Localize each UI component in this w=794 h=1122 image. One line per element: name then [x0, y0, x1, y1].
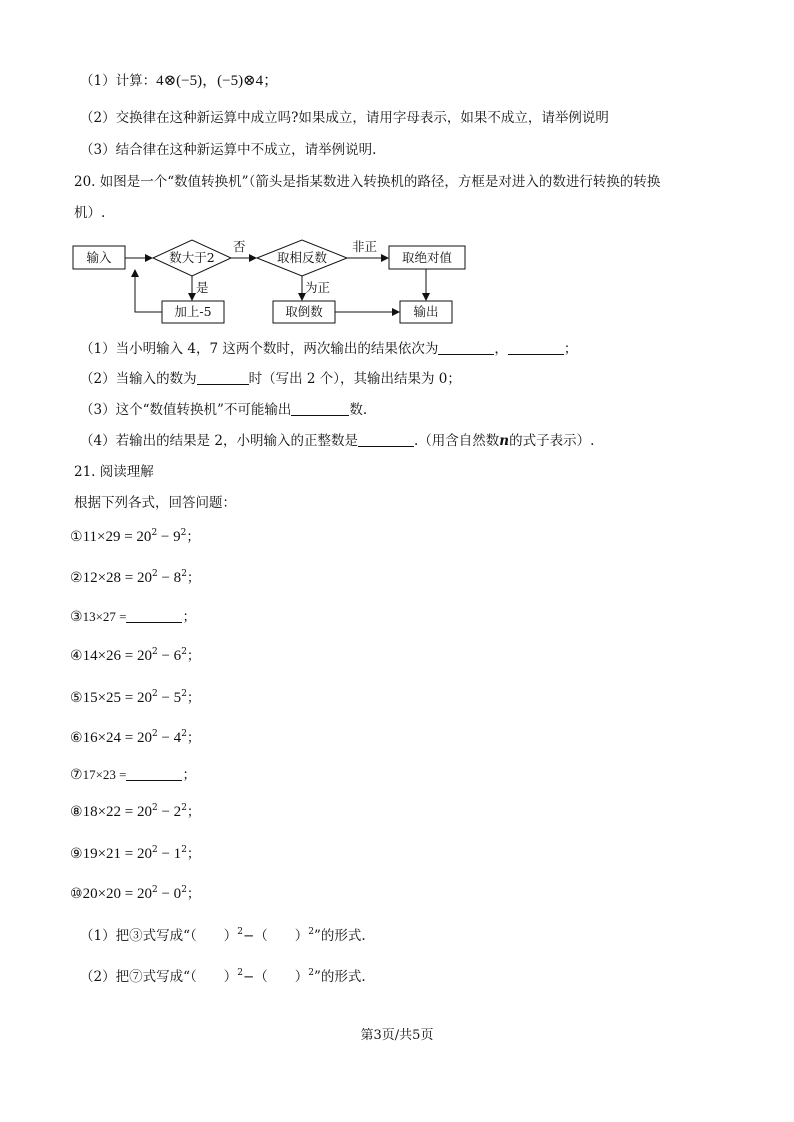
- answer-blank[interactable]: [126, 766, 182, 781]
- answer-blank[interactable]: [197, 370, 249, 385]
- answer-blank[interactable]: [358, 432, 414, 447]
- answer-blank[interactable]: [126, 608, 182, 623]
- equation-1: ①11×29 = $20^2 - 9^2$；: [70, 528, 200, 545]
- q21-part2: （2）把⑦式写成“（ ）$^2$−（ ）$^2$”的形式.: [80, 968, 366, 985]
- answer-blank[interactable]: [438, 340, 494, 355]
- arrow-add-loop-back: [135, 270, 162, 312]
- equation-8: ⑧18×22 = $20^2 - 2^2$；: [70, 803, 201, 820]
- flow-input-label: 输入: [86, 250, 112, 265]
- q20-part2: （2）当输入的数为 时（写出 2 个），其输出结果为 0；: [80, 371, 461, 387]
- equation-3: ③13×27 = ；: [70, 609, 196, 625]
- value-converter-flowchart: [0, 0, 794, 330]
- flow-reciprocal-label: 取倒数: [285, 304, 323, 319]
- q20-part3: （3）这个“数值转换机”不可能输出 数.: [80, 402, 368, 418]
- flow-output-label: 输出: [413, 304, 439, 319]
- flow-abs-label: 取绝对值: [401, 250, 453, 265]
- flow-not-positive-label: 非正: [352, 239, 378, 254]
- answer-blank[interactable]: [508, 340, 564, 355]
- flow-opposite-label: 取相反数: [276, 250, 328, 265]
- q21-title: 21. 阅读理解: [74, 464, 154, 480]
- flow-decision-label: 数大于2: [169, 250, 215, 265]
- q20-intro-line1: 20. 如图是一个“数值转换机”（箭头是指某数进入转换机的路径，方框是对进入的数进行转换的转换: [74, 174, 661, 190]
- equation-10: ⑩20×20 = $20^2 - 0^2$；: [70, 885, 201, 902]
- equation-5: ⑤15×25 = $20^2 - 5^2$；: [70, 689, 201, 706]
- flow-add-label: 加上-5: [174, 304, 212, 319]
- answer-blank[interactable]: [291, 401, 349, 416]
- equation-2: ②12×28 = $20^2 - 8^2$；: [70, 569, 201, 586]
- q20-intro-line2: 机）.: [74, 205, 106, 221]
- q19-part1: （1）计算：4⊗(−5)，(−5)⊗4；: [80, 73, 279, 89]
- flow-yes-label: 是: [196, 280, 209, 295]
- q20-part4: （4）若输出的结果是 2，小明输入的正整数是 .（用含自然数n的式子表示）.: [80, 433, 595, 449]
- q19-part1-expression: 4⊗(−5)，(−5)⊗4；: [156, 73, 279, 89]
- page-footer: 第3页/共5页: [360, 1028, 434, 1043]
- q21-lead: 根据下列各式，回答问题：: [74, 495, 236, 511]
- equation-7: ⑦17×23 = ；: [70, 767, 196, 783]
- flow-positive-label: 为正: [305, 280, 331, 295]
- equation-9: ⑨19×21 = $20^2 - 1^2$；: [70, 845, 201, 862]
- equation-6: ⑥16×24 = $20^2 - 4^2$；: [70, 729, 201, 746]
- q20-part1: （1）当小明输入 4，7 这两个数时，两次输出的结果依次为 ， ；: [80, 341, 578, 357]
- q21-part1: （1）把③式写成“（ ）$^2$−（ ）$^2$”的形式.: [80, 927, 366, 944]
- equation-4: ④14×26 = $20^2 - 6^2$；: [70, 647, 201, 664]
- q19-part2: （2）交换律在这种新运算中成立吗?如果成立，请用字母表示，如果不成立，请举例说明: [80, 110, 609, 126]
- q19-part3: （3）结合律在这种新运算中不成立，请举例说明.: [80, 142, 377, 158]
- flow-no-label: 否: [233, 239, 246, 254]
